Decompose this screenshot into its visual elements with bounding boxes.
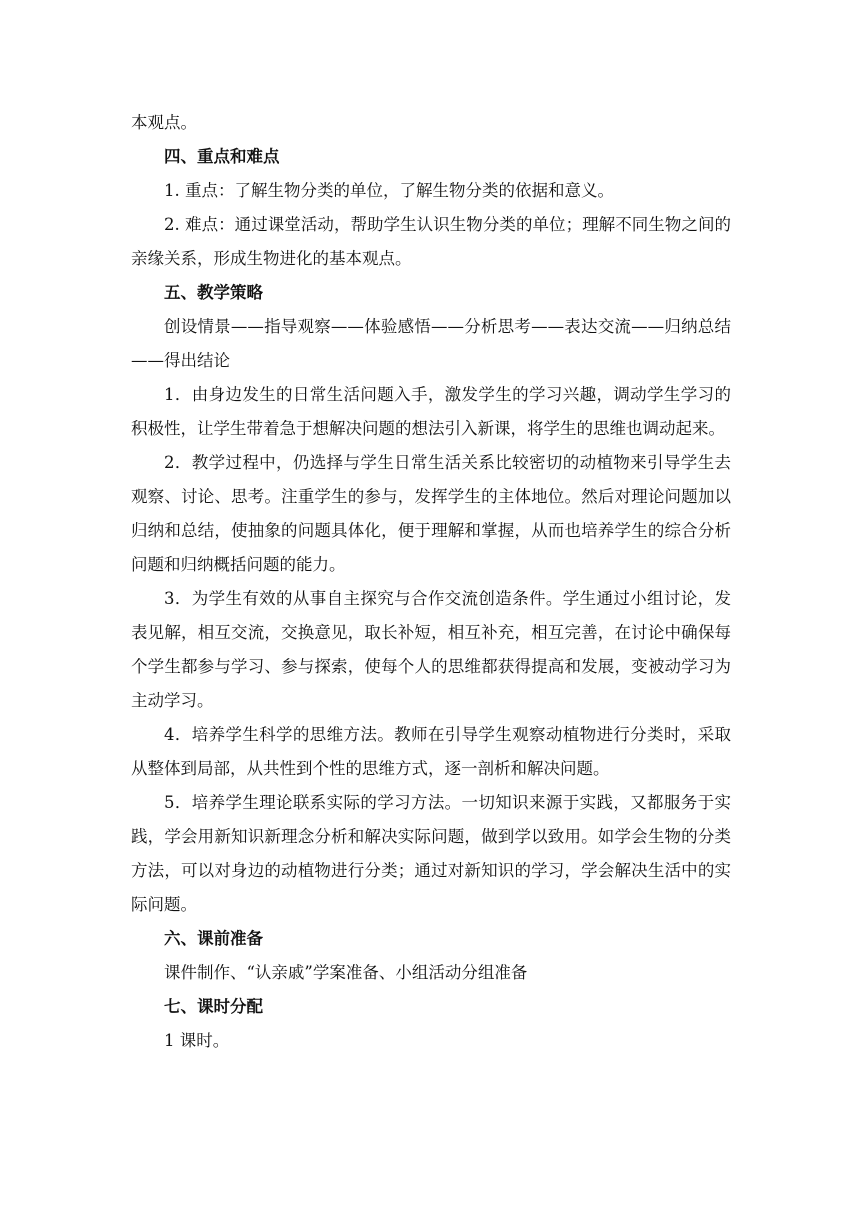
paragraph-preparation: 课件制作、“认亲戚”学案准备、小组活动分组准备 (164, 963, 528, 982)
section-heading-preparation: 六、课前准备 (164, 929, 263, 948)
paragraph-difficult-point: 2. 难点：通过课堂活动，帮助学生认识生物分类的单位；理解不同生物之间的亲缘关系，形成生物进化的基本观点。 (131, 215, 731, 268)
paragraph-strategy-2: 2．教学过程中，仍选择与学生日常生活关系比较密切的动植物来引导学生去观察、讨论、思考。注重学生的参与，发挥学生的主体地位。然后对理论问题加以归纳和总结，使抽象的问题具体化，便于理解和掌握，从而也培养学生的综合分析问题和归纳概括问题的能力。 (131, 453, 731, 574)
paragraph-strategy-flow: 创设情景——指导观察——体验感悟——分析思考——表达交流——归纳总结——得出结论 (131, 317, 731, 370)
paragraph-continuation: 本观点。 (131, 113, 197, 132)
document-body (131, 106, 731, 1058)
section-heading-key-points: 四、重点和难点 (164, 147, 280, 166)
section-heading-time-allocation: 七、课时分配 (164, 997, 263, 1016)
paragraph-strategy-5: 5．培养学生理论联系实际的学习方法。一切知识来源于实践，又都服务于实践，学会用新知识新理念分析和解决实际问题，做到学以致用。如学会生物的分类方法，可以对身边的动植物进行分类；通过对新知识的学习，学会解决生活中的实际问题。 (131, 793, 731, 914)
paragraph-time-allocation: 1 课时。 (164, 1031, 230, 1050)
paragraph-strategy-3: 3．为学生有效的从事自主探究与合作交流创造条件。学生通过小组讨论，发表见解，相互交流，交换意见，取长补短，相互补充，相互完善，在讨论中确保每个学生都参与学习、参与探索，使每个人的思维都获得提高和发展，变被动学习为主动学习。 (131, 589, 731, 710)
paragraph-strategy-1: 1．由身边发生的日常生活问题入手，激发学生的学习兴趣，调动学生学习的积极性，让学生带着急于想解决问题的想法引入新课，将学生的思维也调动起来。 (131, 385, 731, 438)
section-heading-teaching-strategy: 五、教学策略 (164, 283, 263, 302)
paragraph-key-point: 1. 重点：了解生物分类的单位，了解生物分类的依据和意义。 (164, 181, 614, 200)
paragraph-strategy-4: 4．培养学生科学的思维方法。教师在引导学生观察动植物进行分类时，采取从整体到局部，从共性到个性的思维方式，逐一剖析和解决问题。 (131, 725, 731, 778)
